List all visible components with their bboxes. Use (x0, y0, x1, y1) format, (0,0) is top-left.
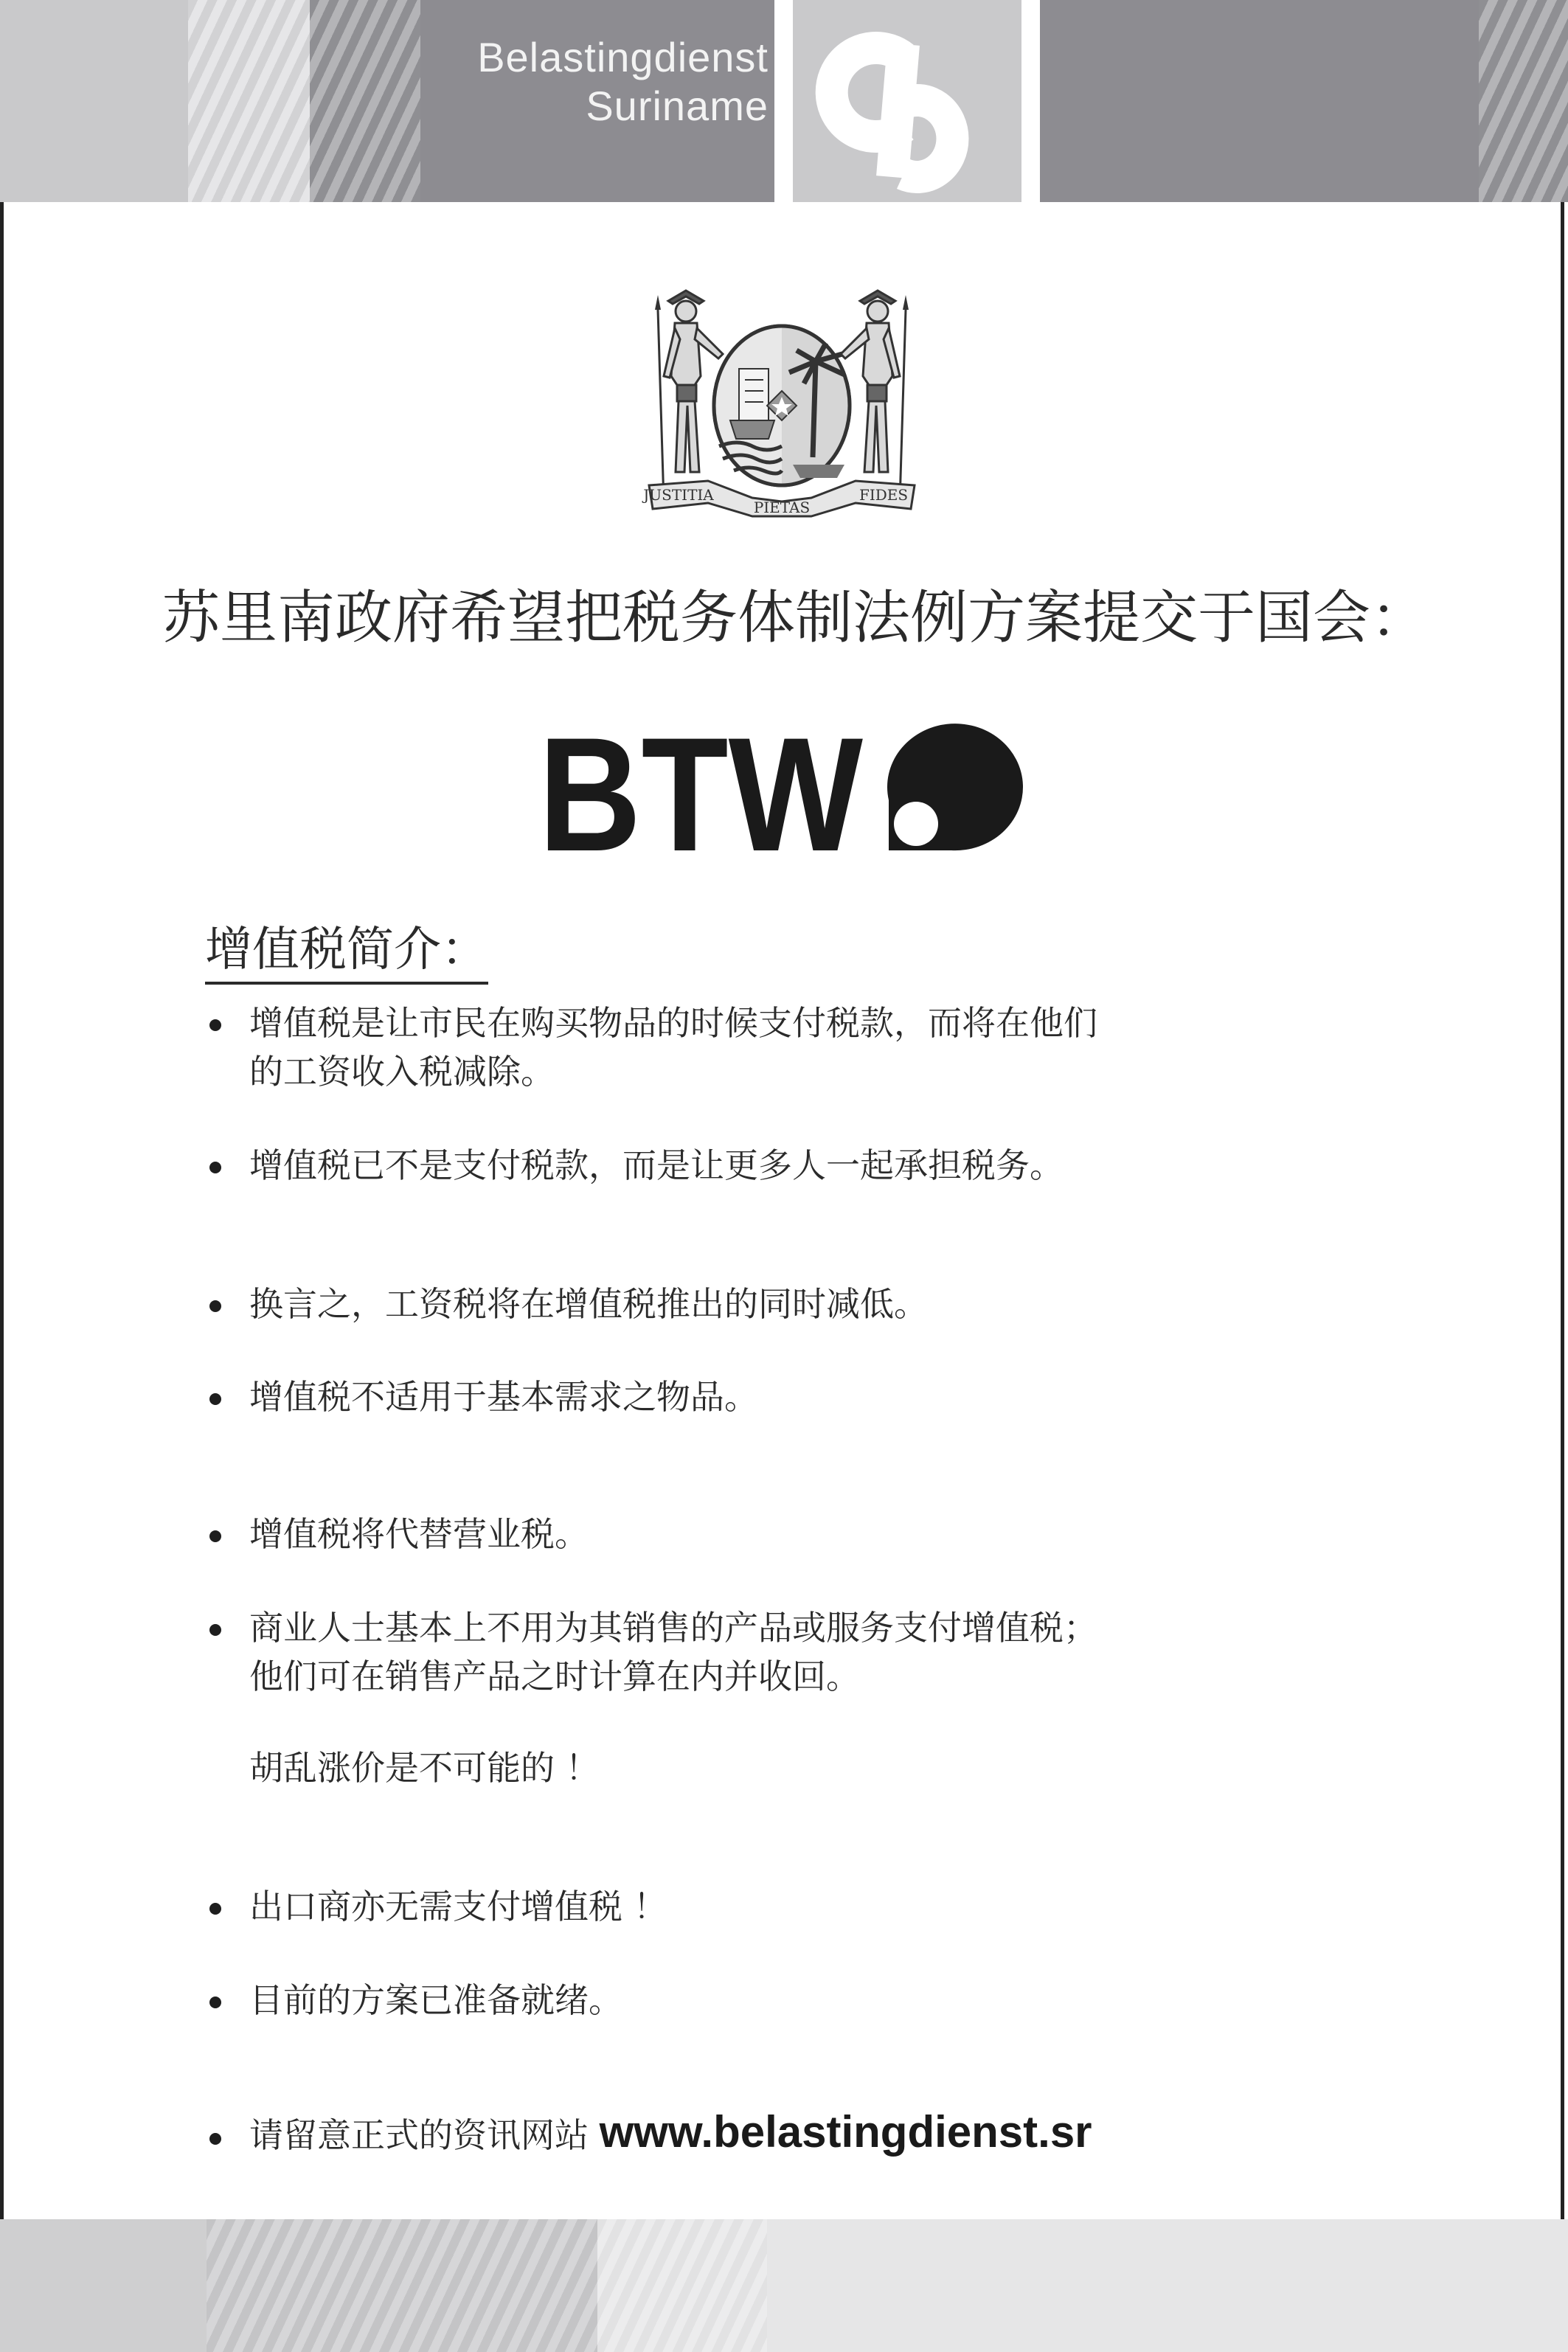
motto-pietas: PIETAS (753, 499, 811, 516)
header-stripes (188, 0, 310, 202)
list-item-text: 换言之，工资税将在增值税推出的同时减低。 (249, 1284, 928, 1324)
suriname-coat-of-arms-icon (642, 288, 922, 524)
bullet-dot (209, 1393, 221, 1405)
footer-panel (0, 2219, 207, 2352)
list-item-text: 他们可在销售产品之时计算在内并收回。 (249, 1657, 860, 1696)
bullet-dot (209, 1300, 221, 1312)
organization-name (477, 33, 769, 131)
org-name-line2: Suriname (586, 83, 769, 129)
list-item-emphasis: 胡乱涨价是不可能的 ！ (249, 1748, 600, 1788)
logo-panel (793, 0, 1021, 202)
footer-panel (767, 2219, 1568, 2352)
header-stripes (1479, 0, 1568, 202)
list-item-text: 的工资收入税减除。 (249, 1052, 555, 1092)
org-name-line1: Belastingdienst (477, 34, 769, 80)
list-item-text: 增值税将代替营业税。 (249, 1514, 589, 1554)
list-item-text: 增值税不适用于基本需求之物品。 (249, 1377, 758, 1417)
motto-justitia: JUSTITIA (643, 486, 714, 504)
header-panel (0, 0, 188, 202)
header-band (0, 0, 1568, 202)
list-item-text: 目前的方案已准备就绪。 (249, 1980, 622, 2020)
btw-logo (538, 719, 1025, 867)
bullet-dot (209, 1530, 221, 1542)
header-panel (1040, 0, 1479, 202)
bullet-dot (209, 1019, 221, 1031)
list-item-text: 商业人士基本上不用为其销售的产品或服务支付增值税； (249, 1608, 1097, 1648)
frame-right-border (1561, 202, 1564, 2219)
header-stripes (310, 0, 420, 202)
page-headline: 苏里南政府希望把税务体制法例方案提交于国会： (162, 585, 1429, 651)
bullet-dot (209, 1162, 221, 1173)
bullet-dot (209, 1903, 221, 1915)
footer-band (0, 2219, 1568, 2352)
bullet-dot (209, 1997, 221, 2008)
motto-fides: FIDES (858, 486, 909, 504)
btw-logo-text: BTW (538, 719, 864, 867)
list-item-text: 出口商亦无需支付增值税 ！ (249, 1887, 667, 1926)
website-link[interactable]: www.belastingdienst.sr (599, 2107, 1092, 2157)
list-item-text: 增值税是让市民在购买物品的时候支付税款，而将在他们 (249, 1003, 1097, 1043)
bullet-dot (209, 2133, 221, 2145)
footer-stripes (207, 2219, 597, 2352)
frame-left-border (0, 202, 4, 2219)
footer-stripes (597, 2219, 767, 2352)
list-item-text: 请留意正式的资讯网站 (249, 2115, 600, 2155)
list-item-text: 增值税已不是支付税款，而是让更多人一起承担税务。 (249, 1145, 1064, 1185)
belastingdienst-cb-logo-icon (793, 0, 1021, 202)
bullet-dot (209, 1624, 221, 1636)
intro-title: 增值税简介： (205, 918, 488, 985)
